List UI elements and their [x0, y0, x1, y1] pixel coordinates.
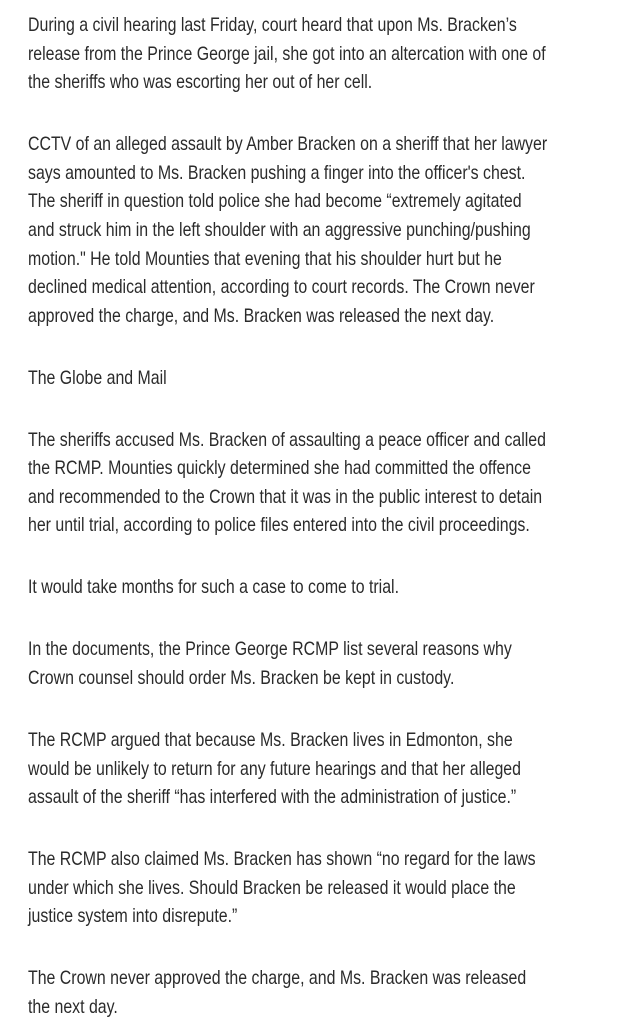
- text-line: declined medical attention, according to court records. The Crown never: [28, 276, 535, 299]
- paragraph-crown-never-approved: [28, 964, 629, 1021]
- text-line: CCTV of an alleged assault by Amber Bracken on a sheriff that her lawyer: [28, 133, 548, 156]
- paragraph-court-hearing: [28, 11, 629, 97]
- text-line: the RCMP. Mounties quickly determined she had committed the offence: [28, 457, 531, 480]
- article-body: [28, 11, 629, 1022]
- text-line: The RCMP also claimed Ms. Bracken has shown “no regard for the laws: [28, 848, 536, 871]
- paragraph-trial-timing: [28, 573, 629, 602]
- text-line: assault of the sheriff “has interfered with the administration of justice.”: [28, 786, 517, 809]
- text-line: The RCMP argued that because Ms. Bracken lives in Edmonton, she: [28, 729, 513, 752]
- text-line: release from the Prince George jail, she got into an altercation with one of: [28, 42, 546, 65]
- text-line: and recommended to the Crown that it was in the public interest to detain: [28, 485, 543, 508]
- paragraph-sheriffs-accusation: [28, 426, 629, 540]
- text-line: The sheriff in question told police she had become “extremely agitated: [28, 190, 522, 213]
- text-line: and struck him in the left shoulder with an aggressive punching/pushing: [28, 218, 531, 241]
- text-line: It would take months for such a case to come to trial.: [28, 576, 400, 599]
- text-line: In the documents, the Prince George RCMP list several reasons why: [28, 638, 512, 661]
- text-line: would be unlikely to return for any future hearings and that her alleged: [28, 757, 521, 780]
- paragraph-rcmp-reasons: [28, 635, 629, 692]
- paragraph-rcmp-claim-disrepute: [28, 845, 629, 931]
- paragraph-rcmp-argument-edmonton: [28, 726, 629, 812]
- text-line: under which she lives. Should Bracken be released it would place the: [28, 876, 516, 899]
- text-line: approved the charge, and Ms. Bracken was released the next day.: [28, 304, 495, 327]
- text-line: motion." He told Mounties that evening that his shoulder hurt but he: [28, 247, 502, 270]
- text-line: her until trial, according to police files entered into the civil proceedings.: [28, 514, 530, 537]
- text-line: The Crown never approved the charge, and Ms. Bracken was released: [28, 967, 527, 990]
- text-line: the sheriffs who was escorting her out of her cell.: [28, 71, 373, 94]
- text-line: Crown counsel should order Ms. Bracken be kept in custody.: [28, 667, 455, 690]
- text-line: The Globe and Mail: [28, 366, 167, 389]
- text-line: the next day.: [28, 995, 118, 1018]
- text-line: says amounted to Ms. Bracken pushing a finger into the officer's chest.: [28, 161, 526, 184]
- text-line: justice system into disrepute.”: [28, 905, 238, 928]
- photo-credit: [28, 364, 629, 393]
- text-line: During a civil hearing last Friday, court heard that upon Ms. Bracken’s: [28, 14, 517, 36]
- text-line: The sheriffs accused Ms. Bracken of assaulting a peace officer and called: [28, 428, 546, 451]
- paragraph-cctv-allegation: [28, 130, 629, 330]
